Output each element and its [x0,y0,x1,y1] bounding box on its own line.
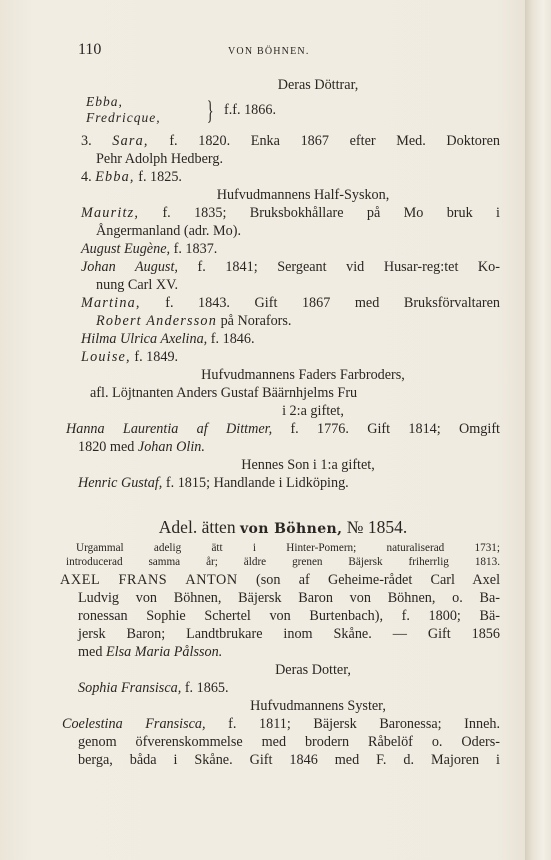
text-line: Johan August, f. 1841; Sergeant vid Husar-reg:tet Ko- [81,259,500,275]
text-line: Deras Dotter, [275,662,351,678]
text-line: Henric Gustaf, f. 1815; Handlande i Lidköping. [78,475,349,491]
text-line: 1820 med Johan Olin. [78,439,205,455]
entry-name: Fredricque, [86,110,161,125]
text-line: 4. Ebba, f. 1825. [81,169,182,185]
text-line: ronessan Sophie Schertel von Burtenbach), f. 1800; Bä- [78,608,500,624]
section-note: Urgammal adelig ätt i Hinter-Pomern; naturaliserad 1731; [76,542,500,554]
text-line: August Eugène, f. 1837. [81,241,218,257]
text-line: Hanna Laurentia af Dittmer, f. 1776. Gift 1814; Omgift [66,421,500,437]
family-section [60,513,501,769]
running-title: VON BÖHNEN. [228,46,310,57]
text-line: Hilma Ulrica Axelina, f. 1846. [81,331,255,347]
running-head [78,41,488,63]
text-line: Deras Döttrar, [277,77,359,93]
text-line: Louise, f. 1849. [81,349,179,365]
brace-entry [86,94,336,132]
text-line: i 2:a giftet, [282,403,344,419]
text-line: nung Carl XV. [96,277,179,293]
text-line: Hufvudmannens Faders Farbroders, [201,367,405,383]
brace-glyph: } [206,96,214,125]
text-block [60,76,501,768]
text-line: Martina, f. 1843. Gift 1867 med Bruksförvaltaren [81,295,500,311]
text-line: Ångermanland (adr. Mo). [96,223,241,239]
entry-text: f.f. 1866. [224,102,277,118]
text-line: afl. Löjtnanten Anders Gustaf Bäärnhjelms Fru [90,385,358,401]
text-line: Robert Andersson på Norafors. [96,313,292,329]
text-line: AXEL FRANS ANTON (son af Geheime-rådet Carl Axel [60,572,501,588]
text-line: Mauritz, f. 1835; Bruksbokhållare på Mo bruk i [81,205,501,221]
text-line: Hufvudmannens Half-Syskon, [216,187,390,203]
text-line: Hennes Son i 1:a giftet, [241,457,375,473]
page-number: 110 [78,41,102,58]
text-line: Coelestina Fransisca, f. 1811; Bäjersk Baronessa; Inneh. [62,716,501,732]
text-line: Ludvig von Böhnen, Bäjersk Baron von Böhnen, o. Ba- [78,590,500,606]
entry-name: Ebba, [86,94,123,109]
page-edge [525,0,551,860]
text-line: Pehr Adolph Hedberg. [96,151,224,167]
text-line: Sophia Fransisca, f. 1865. [78,680,229,696]
text-line: jersk Baron; Landtbrukare inom Skåne. — Gift 1856 [78,626,500,642]
section-title: Adel. ätten von Böhnen, № 1854. [158,517,408,537]
section-note: introducerad samma år; äldre grenen Bäjersk friherrlig 1813. [66,556,500,568]
text-line: berga, båda i Skåne. Gift 1846 med F. d. Majoren i [78,752,500,768]
text-line: genom öfverenskommelse med brodern Råbelöf o. Oders- [78,734,500,750]
text-line: med Elsa Maria Pålsson. [78,644,223,660]
text-line: Hufvudmannens Syster, [250,698,386,714]
text-line: 3. Sara, f. 1820. Enka 1867 efter Med. Doktoren [81,133,501,149]
